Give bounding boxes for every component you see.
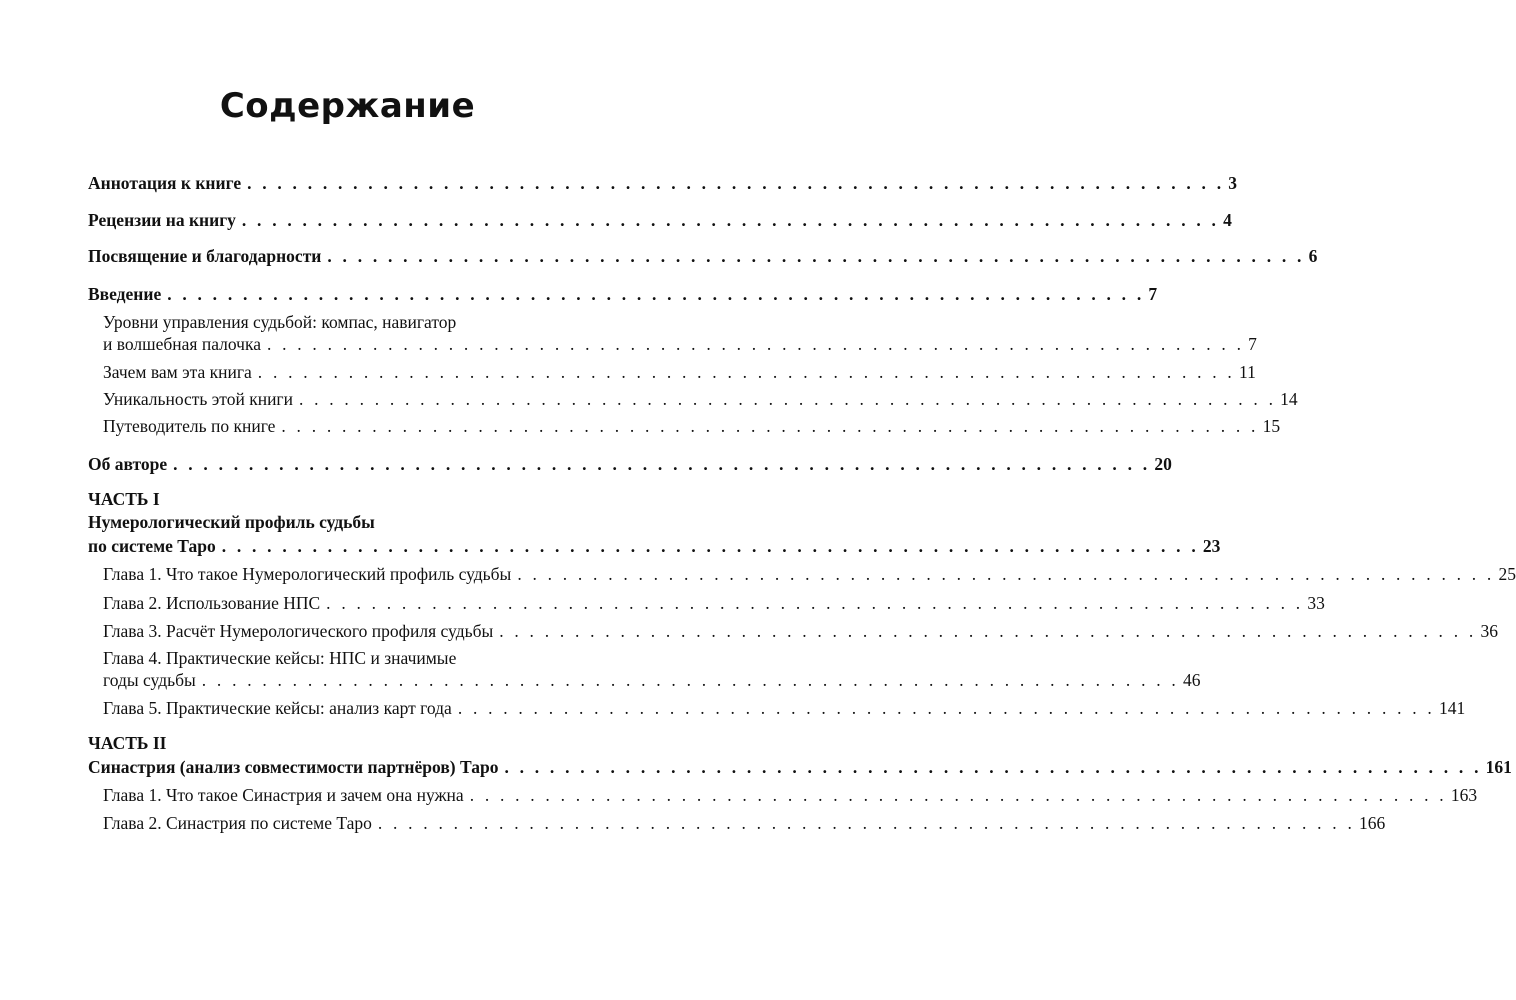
toc-entry-label: Глава 2. Синастрия по системе Таро: [103, 813, 372, 833]
toc-entry-label-line1[interactable]: Нумерологический профиль судьбы: [88, 512, 375, 532]
part-heading: ЧАСТЬ II: [88, 733, 167, 753]
dot-leader: . . . . . . . . . . . . . . . . . . . . . . . . . . . . . . . . . . . . . . . . . . . . . . . . . . . . . . . . . . . . . . . . .: [247, 173, 1225, 193]
toc-entry-levels[interactable]: [103, 333, 1257, 355]
part-heading: ЧАСТЬ I: [88, 489, 160, 509]
toc-entry-label: Глава 1. Что такое Синастрия и зачем она нужна: [103, 785, 464, 805]
dot-leader: . . . . . . . . . . . . . . . . . . . . . . . . . . . . . . . . . . . . . . . . . . . . . . . . . . . . . . . . . . . . . . . . .: [257, 362, 1235, 382]
toc-entry-label: Об авторе: [88, 454, 168, 474]
dot-leader: . . . . . . . . . . . . . . . . . . . . . . . . . . . . . . . . . . . . . . . . . . . . . . . . . . . . . . . . . . . . . . . . .: [281, 416, 1259, 436]
toc-page-number: 6: [1308, 246, 1318, 266]
toc-entry-guide[interactable]: [103, 415, 1281, 437]
toc-page-number: 14: [1280, 389, 1298, 409]
toc-page-number: 141: [1439, 698, 1466, 718]
toc-page-number: 7: [1148, 284, 1158, 304]
toc-entry-synastry-chapter-1[interactable]: [103, 784, 1478, 806]
toc-page-number: 163: [1450, 785, 1478, 805]
toc-page-number: 161: [1485, 757, 1512, 777]
dot-leader: . . . . . . . . . . . . . . . . . . . . . . . . . . . . . . . . . . . . . . . . . . . . . . . . . . . . . . . . . . . . . . . . .: [266, 334, 1245, 354]
toc-page-number: 3: [1228, 173, 1238, 193]
toc-entry-author[interactable]: [88, 453, 1172, 475]
toc-entry-label: Уникальность этой книги: [103, 389, 293, 409]
toc-entry-label: Глава 5. Практические кейсы: анализ карт года: [103, 698, 452, 718]
dot-leader: . . . . . . . . . . . . . . . . . . . . . . . . . . . . . . . . . . . . . . . . . . . . . . . . . . . . . . . . . . . . . . . . .: [241, 210, 1220, 230]
toc-page-number: 23: [1202, 536, 1221, 556]
toc-entry-label: Зачем вам эта книга: [103, 362, 252, 382]
toc-entry-label: Синастрия (анализ совместимости партнёров) Таро: [88, 757, 499, 777]
toc-page-number: 15: [1262, 416, 1281, 436]
dot-leader: . . . . . . . . . . . . . . . . . . . . . . . . . . . . . . . . . . . . . . . . . . . . . . . . . . . . . . . . . . . . . . . . .: [457, 698, 1435, 718]
toc-entry-synastry[interactable]: [88, 756, 1512, 778]
dot-leader: . . . . . . . . . . . . . . . . . . . . . . . . . . . . . . . . . . . . . . . . . . . . . . . . . . . . . . . . . . . . . . . . .: [499, 621, 1477, 641]
toc-entry-introduction[interactable]: [88, 283, 1158, 305]
toc-entry-label: по системе Таро: [88, 536, 216, 556]
toc-entry-label: годы судьбы: [103, 670, 196, 690]
toc-entry-annotation[interactable]: [88, 172, 1238, 194]
toc-entry-dedication[interactable]: [88, 245, 1318, 267]
toc-entry-why[interactable]: [103, 361, 1256, 383]
toc-entry-label-line1[interactable]: Глава 4. Практические кейсы: НПС и значимые: [103, 648, 457, 668]
toc-entry-label: Путеводитель по книге: [103, 416, 276, 436]
dot-leader: . . . . . . . . . . . . . . . . . . . . . . . . . . . . . . . . . . . . . . . . . . . . . . . . . . . . . . . . . . . . . . . . .: [221, 536, 1199, 556]
toc-entry-label: Аннотация к книге: [88, 173, 242, 193]
toc-entry-label: Введение: [88, 284, 162, 304]
dot-leader: . . . . . . . . . . . . . . . . . . . . . . . . . . . . . . . . . . . . . . . . . . . . . . . . . . . . . . . . . . . . . . . . .: [167, 284, 1145, 304]
toc-entry-uniqueness[interactable]: [103, 388, 1298, 410]
toc-entry-chapter-4[interactable]: [103, 669, 1201, 691]
toc-entry-label: и волшебная палочка: [103, 334, 261, 354]
toc-page-number: 36: [1480, 621, 1498, 641]
toc-page-number: 46: [1182, 670, 1201, 690]
toc-page-number: 25: [1498, 564, 1516, 584]
toc-entry-label: Глава 3. Расчёт Нумерологического профиля судьбы: [103, 621, 494, 641]
toc-entry-label: Посвящение и благодарности: [88, 246, 322, 266]
toc-page-number: 33: [1307, 593, 1325, 613]
dot-leader: . . . . . . . . . . . . . . . . . . . . . . . . . . . . . . . . . . . . . . . . . . . . . . . . . . . . . . . . . . . . . . . . .: [377, 813, 1356, 833]
toc-entry-chapter-5[interactable]: [103, 697, 1466, 719]
toc-entry-chapter-3[interactable]: [103, 620, 1498, 642]
toc-entry-chapter-1[interactable]: [103, 563, 1516, 585]
toc-entry-label-line1[interactable]: Уровни управления судьбой: компас, навигатор: [103, 312, 457, 332]
toc-entry-label: Глава 1. Что такое Нумерологический профиль судьбы: [103, 564, 512, 584]
toc-entry-chapter-2[interactable]: [103, 592, 1325, 614]
dot-leader: . . . . . . . . . . . . . . . . . . . . . . . . . . . . . . . . . . . . . . . . . . . . . . . . . . . . . . . . . . . . . . . . .: [327, 246, 1305, 266]
dot-leader: . . . . . . . . . . . . . . . . . . . . . . . . . . . . . . . . . . . . . . . . . . . . . . . . . . . . . . . . . . . . . . . . .: [326, 593, 1304, 613]
toc-page-number: 20: [1154, 454, 1172, 474]
dot-leader: . . . . . . . . . . . . . . . . . . . . . . . . . . . . . . . . . . . . . . . . . . . . . . . . . . . . . . . . . . . . . . . . .: [504, 757, 1482, 777]
dot-leader: . . . . . . . . . . . . . . . . . . . . . . . . . . . . . . . . . . . . . . . . . . . . . . . . . . . . . . . . . . . . . . . . .: [298, 389, 1277, 409]
dot-leader: . . . . . . . . . . . . . . . . . . . . . . . . . . . . . . . . . . . . . . . . . . . . . . . . . . . . . . . . . . . . . . . . .: [469, 785, 1447, 805]
toc-entry-reviews[interactable]: [88, 209, 1232, 231]
dot-leader: . . . . . . . . . . . . . . . . . . . . . . . . . . . . . . . . . . . . . . . . . . . . . . . . . . . . . . . . . . . . . . . . .: [517, 564, 1495, 584]
toc-entry-label: Глава 2. Использование НПС: [103, 593, 321, 613]
dot-leader: . . . . . . . . . . . . . . . . . . . . . . . . . . . . . . . . . . . . . . . . . . . . . . . . . . . . . . . . . . . . . . . . .: [173, 454, 1151, 474]
page-title: Содержание: [219, 86, 476, 126]
toc-entry-label: Рецензии на книгу: [88, 210, 236, 230]
toc-page-number: 166: [1359, 813, 1386, 833]
toc-entry-synastry-chapter-2[interactable]: [103, 812, 1386, 834]
toc-entry-numerology-profile[interactable]: [88, 535, 1221, 557]
toc-page-number: 4: [1223, 210, 1232, 230]
toc-page-number: 7: [1248, 334, 1257, 354]
dot-leader: . . . . . . . . . . . . . . . . . . . . . . . . . . . . . . . . . . . . . . . . . . . . . . . . . . . . . . . . . . . . . . . . .: [201, 670, 1179, 690]
toc-page-number: 11: [1238, 362, 1256, 382]
